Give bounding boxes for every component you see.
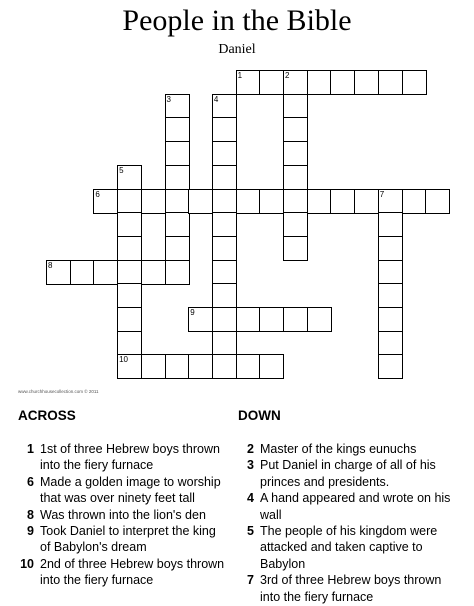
clue-number: 5	[247, 524, 254, 539]
grid-cell[interactable]	[259, 307, 284, 332]
clue-text: 2nd of three Hebrew boys thrown into the fiery furnace	[40, 556, 225, 588]
grid-cell[interactable]	[283, 307, 308, 332]
grid-cell[interactable]	[212, 236, 237, 261]
grid-cell[interactable]	[212, 354, 237, 379]
grid-cell[interactable]	[378, 354, 403, 379]
clue-text: 1st of three Hebrew boys thrown into the fiery furnace	[40, 442, 220, 473]
grid-cell[interactable]	[283, 165, 308, 190]
puzzle-title: People in the Bible	[122, 4, 352, 37]
clue-number: 4	[247, 491, 254, 506]
clue-number: 9	[27, 524, 34, 539]
grid-cell[interactable]	[212, 331, 237, 356]
grid-cell[interactable]	[283, 141, 308, 166]
grid-cell[interactable]	[212, 283, 237, 308]
grid-cell[interactable]	[354, 70, 379, 95]
grid-cell[interactable]	[212, 117, 237, 142]
cell-number: 9	[190, 308, 195, 317]
down-clue	[238, 441, 463, 457]
grid-cell[interactable]	[259, 189, 284, 214]
grid-cell[interactable]	[330, 70, 355, 95]
grid-cell[interactable]	[283, 236, 308, 261]
across-clue-list	[18, 441, 228, 589]
grid-cell[interactable]	[378, 236, 403, 261]
puzzle-subtitle: Daniel	[218, 42, 256, 57]
grid-cell[interactable]	[425, 189, 450, 214]
grid-cell[interactable]	[141, 260, 166, 285]
cell-number: 5	[119, 165, 124, 175]
grid-cell[interactable]	[307, 307, 332, 332]
across-clue	[18, 441, 228, 474]
clue-number: 2	[247, 442, 254, 456]
grid-cell[interactable]	[165, 236, 190, 261]
cell-number: 1	[237, 71, 243, 80]
grid-cell[interactable]	[93, 260, 118, 285]
grid-cell[interactable]	[236, 307, 261, 332]
clue-text: A hand appeared and wrote on his wall	[260, 491, 451, 522]
clue-text: The people of his kingdom were attacked and taken captive to Babylon	[260, 524, 438, 571]
grid-cell[interactable]	[117, 331, 142, 356]
grid-cell[interactable]	[354, 189, 379, 214]
cell-number: 6	[95, 189, 100, 199]
grid-cell[interactable]	[165, 165, 190, 190]
grid-cell[interactable]	[402, 189, 427, 214]
clue-number: 1	[27, 442, 34, 456]
copyright-credit: www.churchhousecollection.com © 2011	[18, 389, 99, 394]
grid-cell[interactable]	[117, 283, 142, 308]
grid-cell[interactable]	[165, 189, 190, 214]
grid-cell[interactable]	[117, 260, 142, 285]
grid-cell[interactable]	[70, 260, 95, 285]
grid-cell[interactable]	[307, 189, 332, 214]
grid-cell[interactable]	[188, 354, 213, 379]
clue-number: 7	[247, 573, 254, 588]
grid-cell[interactable]	[141, 189, 166, 214]
grid-cell[interactable]	[402, 70, 427, 95]
across-clue	[18, 507, 228, 523]
grid-cell[interactable]	[165, 141, 190, 166]
grid-cell[interactable]	[117, 307, 142, 332]
grid-cell[interactable]	[259, 70, 284, 95]
across-clue	[18, 523, 228, 556]
across-heading: ACROSS	[18, 408, 76, 423]
cell-number: 2	[285, 71, 290, 80]
grid-cell[interactable]	[141, 354, 166, 379]
clue-text: Was thrown into the lion's den	[40, 507, 206, 522]
grid-cell[interactable]	[378, 331, 403, 356]
clue-number: 3	[247, 458, 254, 473]
grid-cell[interactable]	[283, 117, 308, 142]
grid-cell[interactable]	[117, 236, 142, 261]
across-clue	[18, 474, 228, 507]
down-heading: DOWN	[238, 408, 281, 423]
clue-text: 3rd of three Hebrew boys thrown into the fiery furnace	[260, 573, 442, 604]
cell-number: 10	[119, 355, 128, 365]
cell-number: 4	[213, 94, 219, 104]
grid-cell[interactable]	[236, 354, 261, 379]
grid-cell[interactable]	[117, 212, 142, 237]
grid-cell[interactable]	[330, 189, 355, 214]
grid-cell[interactable]	[378, 212, 403, 237]
grid-cell[interactable]	[259, 354, 284, 379]
clue-text: Put Daniel in charge of all of his princes and presidents.	[260, 458, 436, 489]
clue-text: Made a golden image to worship that was over ninety feet tall	[40, 474, 221, 506]
down-clue	[238, 457, 463, 490]
grid-cell[interactable]	[378, 307, 403, 332]
grid-cell[interactable]	[212, 165, 237, 190]
grid-cell[interactable]	[212, 189, 237, 214]
grid-cell[interactable]	[212, 141, 237, 166]
down-clue	[238, 490, 463, 523]
grid-cell[interactable]	[283, 212, 308, 237]
clue-number: 8	[27, 507, 34, 522]
grid-cell[interactable]	[283, 189, 308, 214]
down-clue	[238, 523, 463, 572]
across-clue	[18, 556, 228, 589]
cell-number: 7	[379, 189, 385, 199]
grid-cell[interactable]	[212, 307, 237, 332]
clue-number: 6	[27, 474, 34, 489]
grid-cell[interactable]	[117, 189, 142, 214]
down-clue-list	[238, 441, 463, 605]
cell-number: 3	[166, 94, 171, 104]
grid-cell[interactable]	[188, 189, 213, 214]
grid-cell[interactable]	[378, 283, 403, 308]
clue-number: 10	[20, 556, 34, 571]
down-clue	[238, 572, 463, 605]
grid-cell[interactable]	[212, 260, 237, 285]
grid-cell[interactable]	[165, 260, 190, 285]
grid-cell[interactable]	[283, 94, 308, 119]
grid-cell[interactable]	[378, 70, 403, 95]
grid-cell[interactable]	[165, 354, 190, 379]
grid-cell[interactable]	[307, 70, 332, 95]
grid-cell[interactable]	[236, 189, 261, 214]
grid-cell[interactable]	[212, 212, 237, 237]
clue-text: Took Daniel to interpret the king of Babylon's dream	[40, 524, 216, 555]
grid-cell[interactable]	[165, 117, 190, 142]
clue-text: Master of the kings eunuchs	[260, 442, 417, 456]
grid-cell[interactable]	[378, 260, 403, 285]
cell-number: 8	[48, 260, 53, 270]
grid-cell[interactable]	[165, 212, 190, 237]
